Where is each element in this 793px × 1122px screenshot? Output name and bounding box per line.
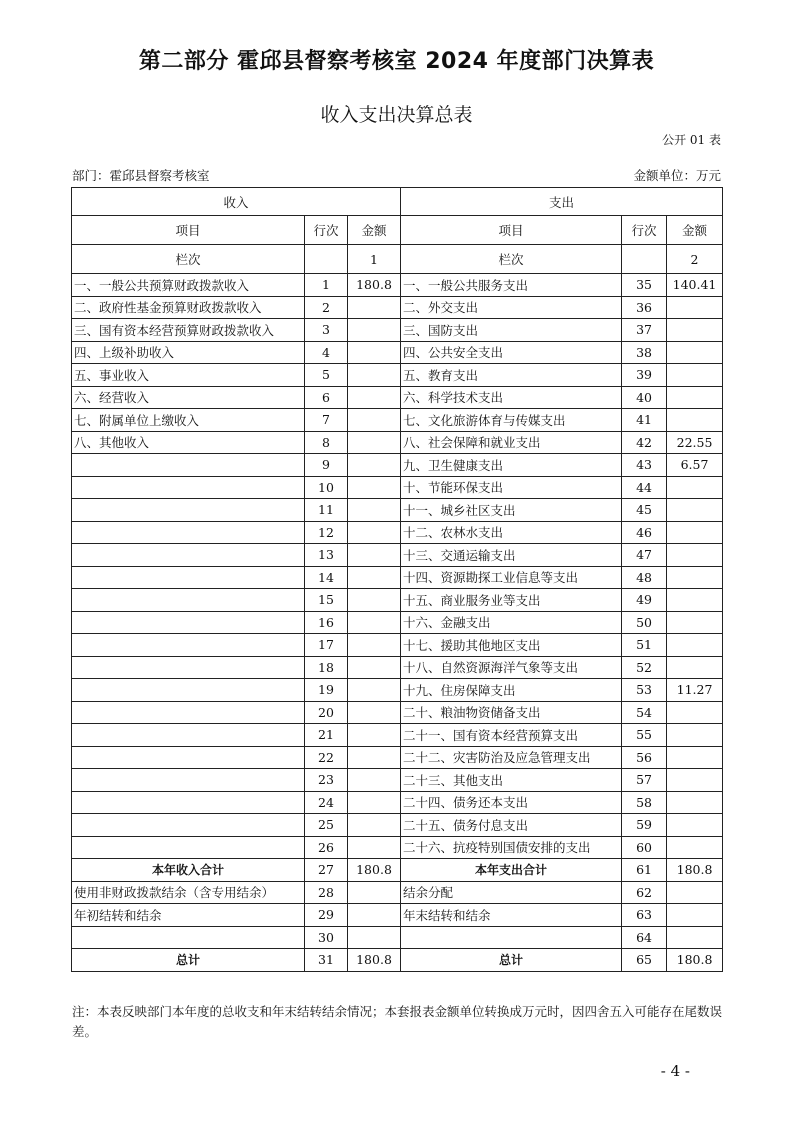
- section-header-row: [72, 188, 723, 216]
- table-row: [72, 409, 723, 432]
- income-amount-cell: [348, 499, 401, 522]
- expense-line-cell: 50: [622, 611, 667, 634]
- income-line-cell: 6: [305, 386, 348, 409]
- expense-column-label: 栏次: [401, 245, 622, 274]
- income-line-cell: 20: [305, 701, 348, 724]
- expense-line-cell: 44: [622, 476, 667, 499]
- income-amount-cell: [348, 341, 401, 364]
- footnote: 注：本表反映部门本年度的总收支和年末结转结余情况；本套报表金额单位转换成万元时，因四舍五入可能存在尾数误差。: [72, 1004, 723, 1039]
- expense-item-cell: 四、公共安全支出: [401, 341, 622, 364]
- income-amount-header: 金额: [348, 216, 401, 245]
- expense-line-cell: 35: [622, 274, 667, 297]
- expense-item-cell: 本年支出合计: [401, 859, 622, 882]
- expense-amount-cell: [667, 701, 723, 724]
- income-line-cell: 13: [305, 544, 348, 567]
- expense-line-cell: 62: [622, 881, 667, 904]
- expense-amount-cell: [667, 904, 723, 927]
- income-line-cell: 28: [305, 881, 348, 904]
- income-item-cell: [72, 701, 305, 724]
- income-line-cell: 25: [305, 814, 348, 837]
- expense-item-cell: 二十、粮油物资储备支出: [401, 701, 622, 724]
- expense-amount-cell: [667, 544, 723, 567]
- expense-amount-cell: 180.8: [667, 949, 723, 972]
- expense-amount-cell: [667, 476, 723, 499]
- table-row: [72, 364, 723, 387]
- expense-amount-cell: 140.41: [667, 274, 723, 297]
- income-section-header: 收入: [72, 188, 401, 216]
- income-item-cell: 本年收入合计: [72, 859, 305, 882]
- expense-line-cell: 65: [622, 949, 667, 972]
- page-title: 第二部分 霍邱县督察考核室 2024 年度部门决算表: [138, 49, 655, 74]
- income-line-cell: 27: [305, 859, 348, 882]
- income-item-cell: 总计: [72, 949, 305, 972]
- expense-line-cell: 64: [622, 926, 667, 949]
- expense-amount-cell: [667, 656, 723, 679]
- income-amount-cell: [348, 881, 401, 904]
- expense-item-cell: 六、科学技术支出: [401, 386, 622, 409]
- expense-line-cell: 42: [622, 431, 667, 454]
- expense-amount-cell: [667, 746, 723, 769]
- expense-line-cell: 36: [622, 296, 667, 319]
- income-expense-table: [71, 187, 723, 972]
- income-line-cell: 10: [305, 476, 348, 499]
- table-row: [72, 431, 723, 454]
- expense-line-cell: 58: [622, 791, 667, 814]
- income-line-cell: 31: [305, 949, 348, 972]
- expense-item-cell: 总计: [401, 949, 622, 972]
- expense-line-cell: 56: [622, 746, 667, 769]
- expense-line-cell: 60: [622, 836, 667, 859]
- expense-item-cell: 年末结转和结余: [401, 904, 622, 927]
- income-amount-cell: [348, 926, 401, 949]
- expense-line-cell: 52: [622, 656, 667, 679]
- expense-line-cell: 41: [622, 409, 667, 432]
- table-row: [72, 499, 723, 522]
- expense-item-cell: 二十四、债务还本支出: [401, 791, 622, 814]
- table-row: [72, 836, 723, 859]
- expense-item-header: 项目: [401, 216, 622, 245]
- income-line-cell: 5: [305, 364, 348, 387]
- expense-item-cell: 十九、住房保障支出: [401, 679, 622, 702]
- table-row: [72, 611, 723, 634]
- income-line-cell: 3: [305, 319, 348, 342]
- expense-item-cell: 二十一、国有资本经营预算支出: [401, 724, 622, 747]
- table-row: [72, 454, 723, 477]
- income-item-cell: 一、一般公共预算财政拨款收入: [72, 274, 305, 297]
- expense-amount-header: 金额: [667, 216, 723, 245]
- expense-item-cell: 结余分配: [401, 881, 622, 904]
- expense-amount-cell: 22.55: [667, 431, 723, 454]
- income-amount-cell: [348, 431, 401, 454]
- income-line-cell: 4: [305, 341, 348, 364]
- table-row: [72, 701, 723, 724]
- expense-line-cell: 39: [622, 364, 667, 387]
- income-line-cell: 29: [305, 904, 348, 927]
- expense-line-cell: 61: [622, 859, 667, 882]
- table-row: [72, 589, 723, 612]
- expense-amount-cell: [667, 926, 723, 949]
- expense-line-index: [622, 245, 667, 274]
- income-column-label: 栏次: [72, 245, 305, 274]
- table-row: [72, 386, 723, 409]
- expense-amount-cell: [667, 724, 723, 747]
- income-item-cell: [72, 589, 305, 612]
- income-item-header: 项目: [72, 216, 305, 245]
- income-item-cell: 年初结转和结余: [72, 904, 305, 927]
- income-item-cell: [72, 836, 305, 859]
- table-row: [72, 814, 723, 837]
- expense-item-cell: [401, 926, 622, 949]
- expense-item-cell: 十八、自然资源海洋气象等支出: [401, 656, 622, 679]
- table-title: 收入支出决算总表: [320, 104, 473, 126]
- income-item-cell: [72, 476, 305, 499]
- income-amount-cell: [348, 769, 401, 792]
- table-row: [72, 521, 723, 544]
- table-row: [72, 679, 723, 702]
- expense-line-cell: 59: [622, 814, 667, 837]
- income-line-cell: 8: [305, 431, 348, 454]
- expense-amount-cell: [667, 791, 723, 814]
- expense-item-cell: 十一、城乡社区支出: [401, 499, 622, 522]
- expense-item-cell: 十二、农林水支出: [401, 521, 622, 544]
- income-column-number: 1: [348, 245, 401, 274]
- expense-item-cell: 九、卫生健康支出: [401, 454, 622, 477]
- income-amount-cell: 180.8: [348, 949, 401, 972]
- expense-item-cell: 十、节能环保支出: [401, 476, 622, 499]
- income-line-cell: 26: [305, 836, 348, 859]
- income-line-cell: 7: [305, 409, 348, 432]
- expense-amount-cell: [667, 566, 723, 589]
- table-row: [72, 746, 723, 769]
- expense-amount-cell: [667, 881, 723, 904]
- income-line-cell: 9: [305, 454, 348, 477]
- income-item-cell: 七、附属单位上缴收入: [72, 409, 305, 432]
- income-line-cell: 1: [305, 274, 348, 297]
- income-amount-cell: [348, 746, 401, 769]
- income-line-header: 行次: [305, 216, 348, 245]
- expense-line-cell: 49: [622, 589, 667, 612]
- expense-item-cell: 十五、商业服务业等支出: [401, 589, 622, 612]
- income-line-cell: 11: [305, 499, 348, 522]
- income-item-cell: 二、政府性基金预算财政拨款收入: [72, 296, 305, 319]
- expense-line-cell: 46: [622, 521, 667, 544]
- income-amount-cell: [348, 544, 401, 567]
- table-row: [72, 544, 723, 567]
- expense-line-cell: 57: [622, 769, 667, 792]
- expense-item-cell: 十四、资源勘探工业信息等支出: [401, 566, 622, 589]
- income-amount-cell: [348, 904, 401, 927]
- income-amount-cell: [348, 521, 401, 544]
- table-row: [72, 859, 723, 882]
- expense-line-cell: 51: [622, 634, 667, 657]
- expense-amount-cell: [667, 319, 723, 342]
- form-number: 公开 01 表: [662, 133, 721, 147]
- expense-line-cell: 37: [622, 319, 667, 342]
- expense-amount-cell: [667, 634, 723, 657]
- income-line-cell: 15: [305, 589, 348, 612]
- expense-amount-cell: [667, 589, 723, 612]
- income-item-cell: [72, 769, 305, 792]
- income-line-cell: 17: [305, 634, 348, 657]
- expense-item-cell: 八、社会保障和就业支出: [401, 431, 622, 454]
- income-item-cell: 六、经营收入: [72, 386, 305, 409]
- income-item-cell: 三、国有资本经营预算财政拨款收入: [72, 319, 305, 342]
- income-item-cell: 四、上级补助收入: [72, 341, 305, 364]
- expense-line-cell: 40: [622, 386, 667, 409]
- expense-amount-cell: [667, 386, 723, 409]
- income-amount-cell: [348, 634, 401, 657]
- table-row: [72, 881, 723, 904]
- expense-item-cell: 二十二、灾害防治及应急管理支出: [401, 746, 622, 769]
- table-row: [72, 476, 723, 499]
- table-row: [72, 949, 723, 972]
- income-amount-cell: [348, 791, 401, 814]
- table-row: [72, 566, 723, 589]
- department-label: 部门：霍邱县督察考核室: [72, 168, 210, 183]
- income-item-cell: [72, 746, 305, 769]
- income-amount-cell: [348, 589, 401, 612]
- income-item-cell: [72, 544, 305, 567]
- income-amount-cell: [348, 679, 401, 702]
- expense-item-cell: 二、外交支出: [401, 296, 622, 319]
- expense-line-cell: 63: [622, 904, 667, 927]
- income-amount-cell: [348, 656, 401, 679]
- expense-line-cell: 54: [622, 701, 667, 724]
- income-line-cell: 16: [305, 611, 348, 634]
- income-item-cell: [72, 521, 305, 544]
- expense-amount-cell: [667, 769, 723, 792]
- expense-amount-cell: [667, 364, 723, 387]
- income-line-index: [305, 245, 348, 274]
- expense-line-cell: 43: [622, 454, 667, 477]
- income-item-cell: [72, 679, 305, 702]
- expense-line-cell: 53: [622, 679, 667, 702]
- expense-line-cell: 38: [622, 341, 667, 364]
- table-row: [72, 296, 723, 319]
- expense-line-cell: 48: [622, 566, 667, 589]
- expense-line-cell: 55: [622, 724, 667, 747]
- table-row: [72, 274, 723, 297]
- income-item-cell: [72, 499, 305, 522]
- expense-item-cell: 十六、金融支出: [401, 611, 622, 634]
- expense-amount-cell: [667, 814, 723, 837]
- income-line-cell: 2: [305, 296, 348, 319]
- table-row: [72, 656, 723, 679]
- expense-item-cell: 十七、援助其他地区支出: [401, 634, 622, 657]
- page-number: - 4 -: [660, 1062, 690, 1080]
- expense-item-cell: 一、一般公共服务支出: [401, 274, 622, 297]
- table-row: [72, 724, 723, 747]
- income-line-cell: 22: [305, 746, 348, 769]
- income-amount-cell: [348, 611, 401, 634]
- expense-amount-cell: [667, 409, 723, 432]
- column-header-row: [72, 216, 723, 245]
- expense-amount-cell: [667, 296, 723, 319]
- income-line-cell: 14: [305, 566, 348, 589]
- expense-line-header: 行次: [622, 216, 667, 245]
- income-item-cell: [72, 611, 305, 634]
- income-line-cell: 21: [305, 724, 348, 747]
- table-row: [72, 926, 723, 949]
- expense-amount-cell: [667, 499, 723, 522]
- income-line-cell: 19: [305, 679, 348, 702]
- income-item-cell: [72, 566, 305, 589]
- income-amount-cell: [348, 814, 401, 837]
- income-line-cell: 12: [305, 521, 348, 544]
- income-amount-cell: [348, 386, 401, 409]
- expense-column-number: 2: [667, 245, 723, 274]
- income-line-cell: 24: [305, 791, 348, 814]
- table-row: [72, 319, 723, 342]
- income-amount-cell: [348, 454, 401, 477]
- expense-item-cell: 二十五、债务付息支出: [401, 814, 622, 837]
- expense-item-cell: 二十三、其他支出: [401, 769, 622, 792]
- expense-amount-cell: [667, 836, 723, 859]
- income-amount-cell: 180.8: [348, 274, 401, 297]
- expense-item-cell: 二十六、抗疫特别国债安排的支出: [401, 836, 622, 859]
- income-amount-cell: 180.8: [348, 859, 401, 882]
- expense-amount-cell: 180.8: [667, 859, 723, 882]
- expense-amount-cell: [667, 341, 723, 364]
- income-amount-cell: [348, 409, 401, 432]
- income-item-cell: [72, 454, 305, 477]
- income-amount-cell: [348, 566, 401, 589]
- table-row: [72, 769, 723, 792]
- income-item-cell: [72, 814, 305, 837]
- expense-item-cell: 五、教育支出: [401, 364, 622, 387]
- expense-item-cell: 十三、交通运输支出: [401, 544, 622, 567]
- income-item-cell: [72, 724, 305, 747]
- income-line-cell: 30: [305, 926, 348, 949]
- income-item-cell: [72, 634, 305, 657]
- table-row: [72, 341, 723, 364]
- income-item-cell: [72, 791, 305, 814]
- table-row: [72, 634, 723, 657]
- income-item-cell: 五、事业收入: [72, 364, 305, 387]
- expense-amount-cell: 6.57: [667, 454, 723, 477]
- income-item-cell: 八、其他收入: [72, 431, 305, 454]
- expense-item-cell: 七、文化旅游体育与传媒支出: [401, 409, 622, 432]
- expense-amount-cell: [667, 521, 723, 544]
- income-amount-cell: [348, 836, 401, 859]
- income-amount-cell: [348, 364, 401, 387]
- income-item-cell: 使用非财政拨款结余（含专用结余）: [72, 881, 305, 904]
- table-row: [72, 791, 723, 814]
- expense-line-cell: 47: [622, 544, 667, 567]
- expense-amount-cell: [667, 611, 723, 634]
- column-index-row: [72, 245, 723, 274]
- expense-line-cell: 45: [622, 499, 667, 522]
- income-amount-cell: [348, 296, 401, 319]
- expense-section-header: 支出: [401, 188, 723, 216]
- table-row: [72, 904, 723, 927]
- expense-item-cell: 三、国防支出: [401, 319, 622, 342]
- income-amount-cell: [348, 319, 401, 342]
- income-line-cell: 23: [305, 769, 348, 792]
- income-line-cell: 18: [305, 656, 348, 679]
- income-amount-cell: [348, 701, 401, 724]
- income-amount-cell: [348, 476, 401, 499]
- amount-unit-label: 金额单位：万元: [633, 168, 721, 183]
- income-item-cell: [72, 926, 305, 949]
- income-item-cell: [72, 656, 305, 679]
- income-amount-cell: [348, 724, 401, 747]
- expense-amount-cell: 11.27: [667, 679, 723, 702]
